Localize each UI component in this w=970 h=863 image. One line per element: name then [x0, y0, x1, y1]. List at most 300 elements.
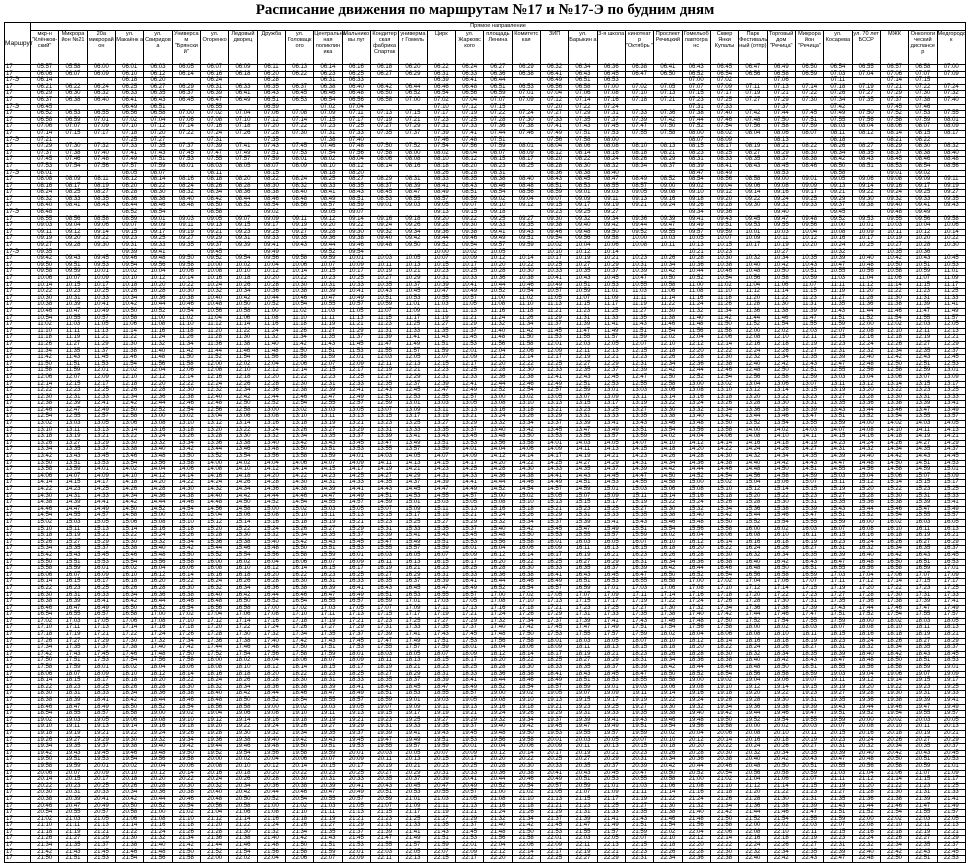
- time-cell: 15:11: [427, 506, 455, 513]
- time-cell: 18:47: [314, 691, 342, 698]
- time-cell: 13:33: [597, 414, 625, 421]
- time-cell: 17:46: [654, 618, 682, 625]
- time-cell: 14:52: [484, 487, 512, 494]
- time-cell: 16:43: [909, 552, 937, 559]
- time-cell: 07:11: [824, 78, 852, 85]
- time-cell: 10:41: [342, 289, 370, 296]
- time-cell: 21:42: [172, 843, 200, 850]
- time-cell: 20:28: [682, 750, 710, 757]
- time-cell: 10:39: [59, 302, 87, 309]
- time-cell: 16:02: [654, 533, 682, 540]
- time-cell: 19:22: [229, 724, 257, 731]
- time-cell: 18:17: [342, 665, 370, 672]
- time-cell: 07:37: [767, 104, 795, 111]
- time-cell: 10:01: [739, 229, 767, 236]
- time-cell: 10:29: [597, 262, 625, 269]
- time-cell: 20:26: [880, 737, 908, 744]
- time-cell: 19:28: [200, 730, 228, 737]
- time-cell: 14:03: [370, 454, 398, 461]
- time-cell: 14:14: [512, 454, 540, 461]
- time-cell: 22:26: [654, 849, 682, 856]
- time-cell: 15:37: [540, 519, 568, 526]
- time-cell: 14:31: [314, 480, 342, 487]
- time-cell: 11:32: [257, 335, 285, 342]
- route-number: 17: [5, 678, 31, 685]
- time-cell: 17:54: [880, 612, 908, 619]
- time-cell: 21:14: [654, 790, 682, 797]
- time-cell: 09:07: [229, 216, 257, 223]
- time-cell: 12:35: [569, 368, 597, 375]
- time-cell: 09:17: [144, 229, 172, 236]
- time-cell: 16:29: [597, 559, 625, 566]
- time-cell: 17:59: [427, 645, 455, 652]
- time-cell: 17:17: [399, 612, 427, 619]
- time-cell: 18:29: [597, 658, 625, 665]
- time-cell: 14:27: [569, 460, 597, 467]
- time-cell: 18:32: [852, 645, 880, 652]
- time-cell: 17:40: [484, 625, 512, 632]
- time-cell: 22:00: [200, 856, 228, 863]
- time-cell: 19:00: [144, 711, 172, 718]
- time-cell: 20:46: [172, 796, 200, 803]
- time-cell: 10:21: [597, 256, 625, 263]
- time-cell: 13:08: [484, 401, 512, 408]
- time-cell: 20:50: [229, 796, 257, 803]
- time-cell: 18:03: [370, 651, 398, 658]
- time-cell: 10:50: [654, 276, 682, 283]
- route-number: 17: [5, 414, 31, 421]
- time-cell: 21:42: [710, 810, 738, 817]
- time-cell: 14:59: [370, 500, 398, 507]
- time-cell: 14:26: [229, 480, 257, 487]
- time-cell: 12:02: [880, 322, 908, 329]
- time-cell: 17:28: [200, 632, 228, 639]
- time-cell: 11:17: [597, 302, 625, 309]
- time-cell: 07:54: [427, 144, 455, 151]
- time-cell: 20:26: [767, 744, 795, 751]
- time-cell: 16:34: [767, 552, 795, 559]
- time-cell: 07:52: [880, 111, 908, 118]
- time-cell: 21:29: [87, 836, 115, 843]
- time-cell: 18:56: [200, 704, 228, 711]
- time-cell: 10:04: [144, 269, 172, 276]
- time-cell: 16:12: [257, 566, 285, 573]
- time-cell: 11:00: [484, 295, 512, 302]
- time-cell: 13:34: [285, 434, 313, 441]
- time-cell: 06:58: [569, 84, 597, 91]
- time-cell: 07:21: [880, 84, 908, 91]
- time-cell: 10:36: [909, 249, 937, 256]
- time-cell: 20:02: [880, 717, 908, 724]
- time-cell: 14:45: [399, 487, 427, 494]
- time-cell: 17:26: [285, 625, 313, 632]
- time-cell: 16:09: [540, 546, 568, 553]
- time-cell: 16:07: [314, 559, 342, 566]
- time-cell: 20:25: [455, 763, 483, 770]
- time-cell: 18:17: [455, 658, 483, 665]
- route-number: 17: [5, 829, 31, 836]
- time-cell: 07:46: [710, 117, 738, 124]
- time-cell: 18:38: [172, 691, 200, 698]
- time-cell: 14:44: [257, 493, 285, 500]
- time-cell: 14:40: [852, 454, 880, 461]
- time-cell: 19:15: [795, 684, 823, 691]
- time-cell: 19:26: [710, 698, 738, 705]
- time-cell: 08:00: [597, 137, 625, 144]
- time-cell: 17:27: [824, 592, 852, 599]
- time-cell: 18:46: [512, 678, 540, 685]
- time-cell: 12:16: [200, 374, 228, 381]
- time-cell: 08:41: [314, 190, 342, 197]
- time-cell: 08:55: [597, 183, 625, 190]
- time-cell: 10:47: [625, 276, 653, 283]
- time-cell: 12:12: [257, 368, 285, 375]
- time-cell: 07:06: [767, 78, 795, 85]
- time-cell: 16:43: [569, 572, 597, 579]
- time-cell: 20:40: [739, 757, 767, 764]
- time-cell: 14:28: [144, 487, 172, 494]
- time-cell: 16:08: [852, 526, 880, 533]
- time-cell: 19:39: [795, 704, 823, 711]
- time-cell: 14:35: [569, 467, 597, 474]
- time-cell: 08:20: [540, 157, 568, 164]
- time-cell: 08:30: [795, 150, 823, 157]
- time-cell: 13:23: [909, 388, 937, 395]
- time-cell: 08:49: [427, 190, 455, 197]
- time-cell: 06:07: [59, 71, 87, 78]
- time-cell: 20:40: [852, 750, 880, 757]
- time-cell: 21:30: [115, 836, 143, 843]
- time-cell: 09:43: [285, 243, 313, 250]
- time-cell: 20:46: [31, 803, 59, 810]
- time-cell: 15:31: [795, 500, 823, 507]
- time-cell: 19:01: [937, 665, 966, 672]
- time-cell: 21:19: [824, 783, 852, 790]
- time-cell: 20:39: [427, 777, 455, 784]
- time-cell: 18:10: [880, 625, 908, 632]
- time-cell: 21:05: [540, 790, 568, 797]
- time-cell: 19:55: [795, 717, 823, 724]
- time-cell: 22:14: [710, 836, 738, 843]
- time-cell: 07:49: [540, 130, 568, 137]
- time-cell: 09:01: [880, 170, 908, 177]
- time-cell: 09:28: [427, 223, 455, 230]
- time-cell: 07:36: [484, 124, 512, 131]
- time-cell: 15:58: [285, 552, 313, 559]
- time-cell: 06:52: [399, 91, 427, 98]
- time-cell: 19:45: [87, 750, 115, 757]
- time-cell: 12:14: [512, 355, 540, 362]
- time-cell: 08:16: [172, 177, 200, 184]
- time-cell: 07:53: [285, 150, 313, 157]
- time-cell: 11:16: [682, 295, 710, 302]
- time-cell: 22:43: [795, 856, 823, 863]
- time-cell: 17:00: [257, 605, 285, 612]
- time-cell: 11:32: [144, 341, 172, 348]
- table-row: [5, 763, 966, 770]
- time-cell: 08:06: [767, 130, 795, 137]
- time-cell: 12:34: [880, 348, 908, 355]
- time-cell: 19:23: [909, 684, 937, 691]
- time-cell: 17:08: [257, 612, 285, 619]
- time-cell: 22:11: [370, 856, 398, 863]
- time-cell: 20:43: [569, 770, 597, 777]
- time-cell: 19:46: [115, 750, 143, 757]
- time-cell: 21:50: [172, 849, 200, 856]
- time-cell: 22:43: [909, 849, 937, 856]
- time-cell: 18:52: [144, 704, 172, 711]
- route-number: 17: [5, 539, 31, 546]
- time-cell: 08:07: [909, 124, 937, 131]
- time-cell: 08:04: [342, 157, 370, 164]
- time-cell: 14:33: [455, 473, 483, 480]
- time-cell: 14:47: [427, 487, 455, 494]
- time-cell: 16:22: [285, 572, 313, 579]
- time-cell: 11:30: [654, 308, 682, 315]
- time-cell: 18:18: [767, 638, 795, 645]
- table-row: [5, 645, 966, 652]
- time-cell: 10:59: [909, 269, 937, 276]
- time-cell: 09:01: [795, 177, 823, 184]
- time-cell: 11:05: [342, 308, 370, 315]
- time-cell: 07:27: [739, 97, 767, 104]
- time-cell: 08:39: [682, 163, 710, 170]
- time-cell: 18:07: [824, 625, 852, 632]
- time-cell: 19:58: [172, 757, 200, 764]
- time-cell: 12:52: [484, 388, 512, 395]
- time-cell: 15:54: [767, 519, 795, 526]
- time-cell: 07:35: [569, 117, 597, 124]
- time-cell: 14:30: [512, 467, 540, 474]
- route-number: 17: [5, 84, 31, 91]
- time-cell: 11:29: [455, 322, 483, 329]
- time-cell: 15:32: [144, 539, 172, 546]
- time-cell: 10:00: [200, 262, 228, 269]
- time-cell: 17:44: [852, 605, 880, 612]
- time-cell: 09:17: [569, 203, 597, 210]
- time-cell: 08:52: [115, 210, 143, 217]
- time-cell: 17:51: [427, 638, 455, 645]
- time-cell: 08:25: [710, 150, 738, 157]
- time-cell: 20:33: [455, 770, 483, 777]
- time-cell: 20:10: [115, 770, 143, 777]
- time-cell: 11:02: [285, 308, 313, 315]
- time-cell: 15:00: [144, 513, 172, 520]
- table-row: [5, 526, 966, 533]
- time-cell: 18:55: [427, 691, 455, 698]
- time-cell: 19:24: [144, 730, 172, 737]
- time-cell: 18:03: [909, 618, 937, 625]
- time-cell: 20:54: [512, 783, 540, 790]
- time-cell: 14:19: [795, 440, 823, 447]
- time-cell: 14:18: [880, 434, 908, 441]
- time-cell: 07:22: [172, 130, 200, 137]
- time-cell: 14:38: [31, 500, 59, 507]
- time-cell: 16:01: [342, 552, 370, 559]
- time-cell: 10:07: [59, 276, 87, 283]
- time-cell: 07:22: [909, 84, 937, 91]
- time-cell: 08:22: [569, 157, 597, 164]
- time-cell: 07:10: [427, 104, 455, 111]
- time-cell: 14:36: [257, 487, 285, 494]
- time-cell: 09:52: [427, 243, 455, 250]
- time-cell: 22:17: [540, 849, 568, 856]
- time-cell: 16:05: [597, 539, 625, 546]
- time-cell: 13:54: [654, 427, 682, 434]
- time-cell: 05:58: [59, 65, 87, 72]
- time-cell: 07:24: [512, 111, 540, 118]
- time-cell: 21:31: [909, 790, 937, 797]
- time-cell: 14:46: [31, 506, 59, 513]
- time-cell: 08:37: [370, 183, 398, 190]
- time-cell: 18:05: [399, 651, 427, 658]
- time-cell: 17:18: [31, 632, 59, 639]
- time-cell: 14:42: [115, 500, 143, 507]
- time-cell: 14:43: [909, 454, 937, 461]
- time-cell: 17:23: [370, 618, 398, 625]
- time-cell: 15:19: [427, 513, 455, 520]
- time-cell: 21:30: [229, 829, 257, 836]
- time-cell: 08:47: [597, 177, 625, 184]
- time-cell: 15:30: [767, 500, 795, 507]
- time-cell: 15:38: [229, 539, 257, 546]
- time-cell: 11:12: [852, 282, 880, 289]
- time-cell: 12:31: [59, 394, 87, 401]
- time-cell: 15:50: [285, 546, 313, 553]
- time-cell: 06:57: [880, 65, 908, 72]
- table-row: [5, 236, 966, 243]
- time-cell: 18:35: [569, 665, 597, 672]
- time-cell: 16:05: [937, 519, 966, 526]
- time-cell: 17:54: [115, 658, 143, 665]
- time-cell: 17:48: [257, 645, 285, 652]
- time-cell: 16:50: [880, 559, 908, 566]
- time-cell: 14:44: [484, 480, 512, 487]
- time-cell: 08:48: [172, 203, 200, 210]
- table-row: [5, 539, 966, 546]
- time-cell: 17:36: [852, 599, 880, 606]
- time-cell: 09:33: [144, 243, 172, 250]
- time-cell: 15:51: [314, 546, 342, 553]
- time-cell: 09:56: [795, 223, 823, 230]
- table-row: [5, 599, 966, 606]
- stop-header: Микрора йон №21: [59, 31, 87, 65]
- time-cell: 20:09: [342, 757, 370, 764]
- time-cell: 21:06: [767, 777, 795, 784]
- time-cell: 21:36: [739, 803, 767, 810]
- time-cell: 11:40: [144, 348, 172, 355]
- time-cell: 18:14: [172, 671, 200, 678]
- time-cell: 09:36: [427, 229, 455, 236]
- time-cell: 10:30: [172, 289, 200, 296]
- time-cell: 20:05: [937, 717, 966, 724]
- time-cell: 09:26: [399, 223, 427, 230]
- time-cell: 06:31: [314, 78, 342, 85]
- time-cell: 06:09: [229, 65, 257, 72]
- time-cell: 17:43: [59, 651, 87, 658]
- time-cell: 10:54: [285, 302, 313, 309]
- time-cell: 11:43: [427, 335, 455, 342]
- time-cell: 19:10: [31, 724, 59, 731]
- time-cell: 06:49: [115, 104, 143, 111]
- time-cell: 07:11: [739, 84, 767, 91]
- time-cell: 19:19: [427, 711, 455, 718]
- time-cell: 09:16: [370, 216, 398, 223]
- time-cell: 09:59: [314, 256, 342, 263]
- time-cell: 18:46: [31, 704, 59, 711]
- time-cell: 16:35: [370, 579, 398, 586]
- time-cell: 09:07: [540, 196, 568, 203]
- route-number: 17: [5, 341, 31, 348]
- time-cell: 13:46: [767, 414, 795, 421]
- time-cell: 12:34: [115, 394, 143, 401]
- time-cell: 21:27: [427, 816, 455, 823]
- time-cell: 14:57: [342, 500, 370, 507]
- time-cell: 17:39: [569, 618, 597, 625]
- time-cell: 06:49: [229, 97, 257, 104]
- time-cell: 11:35: [824, 302, 852, 309]
- time-cell: 13:05: [455, 401, 483, 408]
- time-cell: 16:23: [427, 566, 455, 573]
- time-cell: 18:55: [314, 698, 342, 705]
- time-cell: 11:41: [597, 322, 625, 329]
- time-cell: 08:18: [427, 163, 455, 170]
- time-cell: 11:22: [229, 328, 257, 335]
- time-cell: 13:28: [852, 394, 880, 401]
- time-cell: 07:25: [455, 117, 483, 124]
- time-cell: 13:34: [172, 440, 200, 447]
- time-cell: 09:49: [909, 210, 937, 217]
- time-cell: 19:46: [229, 744, 257, 751]
- time-cell: 14:01: [342, 454, 370, 461]
- time-cell: 16:04: [144, 566, 172, 573]
- time-cell: 13:50: [710, 421, 738, 428]
- time-cell: 12:39: [427, 381, 455, 388]
- time-cell: 10:25: [342, 276, 370, 283]
- time-cell: 12:56: [739, 374, 767, 381]
- time-cell: 12:18: [767, 341, 795, 348]
- time-cell: 20:54: [710, 770, 738, 777]
- time-cell: 08:16: [31, 183, 59, 190]
- time-cell: 06:49: [767, 65, 795, 72]
- time-cell: 14:09: [342, 460, 370, 467]
- time-cell: 09:03: [172, 216, 200, 223]
- time-cell: 13:03: [314, 407, 342, 414]
- time-cell: 14:01: [87, 467, 115, 474]
- time-cell: 16:51: [370, 592, 398, 599]
- route-number: 17: [5, 763, 31, 770]
- time-cell: 13:53: [455, 440, 483, 447]
- route-number: 17-Э: [5, 137, 31, 144]
- time-cell: 18:27: [795, 645, 823, 652]
- time-cell: 19:48: [257, 744, 285, 751]
- time-cell: 20:22: [512, 757, 540, 764]
- route-number: 17: [5, 374, 31, 381]
- time-cell: 15:58: [31, 566, 59, 573]
- time-cell: 14:40: [739, 460, 767, 467]
- time-cell: 15:36: [200, 539, 228, 546]
- time-cell: 06:41: [229, 91, 257, 98]
- time-cell: 12:02: [229, 361, 257, 368]
- time-cell: 17:54: [654, 625, 682, 632]
- time-cell: 11:09: [937, 276, 966, 283]
- time-cell: 08:29: [767, 150, 795, 157]
- time-cell: 20:42: [115, 796, 143, 803]
- time-cell: 11:51: [824, 315, 852, 322]
- time-cell: 06:50: [654, 71, 682, 78]
- time-cell: 19:29: [87, 737, 115, 744]
- time-cell: 21:11: [59, 823, 87, 830]
